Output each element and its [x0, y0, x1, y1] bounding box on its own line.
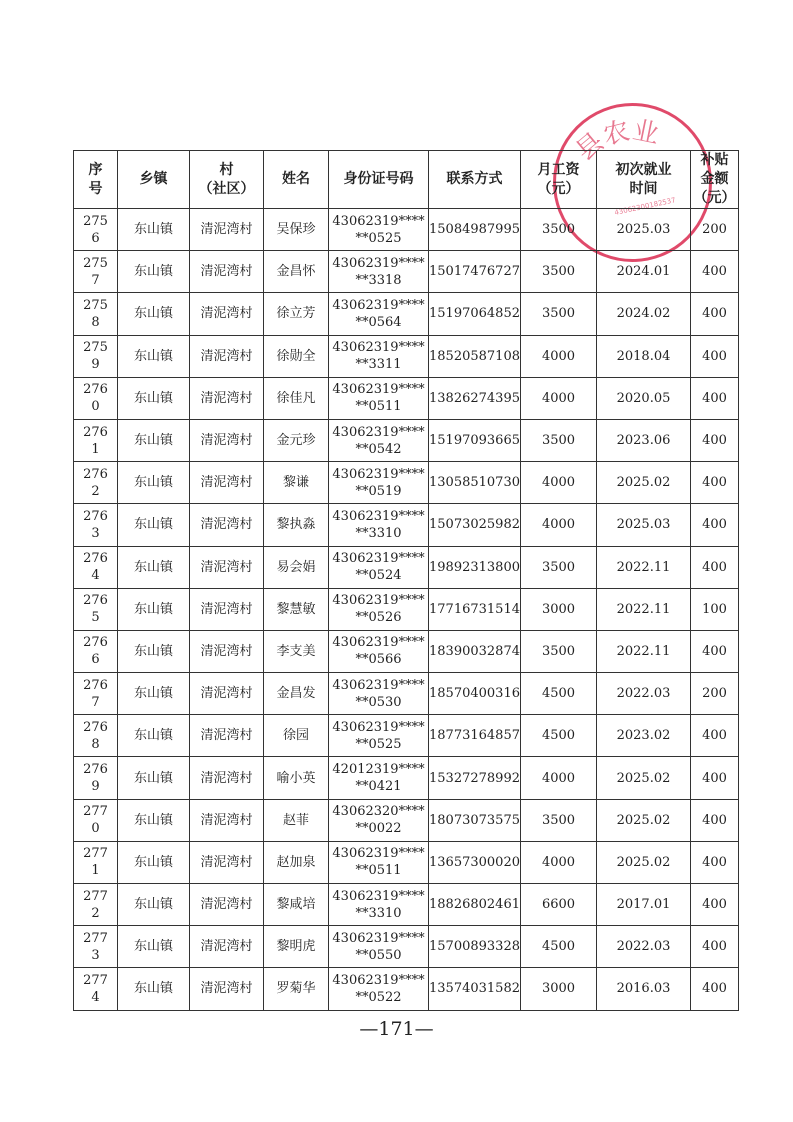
cell-monthly-wage: 3500: [521, 251, 597, 293]
cell-village: 清泥湾村: [190, 715, 264, 757]
cell-name: 金昌怀: [264, 251, 329, 293]
cell-name: 黎明虎: [264, 926, 329, 968]
cell-id-line: **3311: [355, 357, 402, 373]
table-row: [74, 799, 739, 841]
cell-town: 东山镇: [118, 673, 190, 715]
table-row: [74, 462, 739, 504]
cell-id-line: 43062319****: [332, 930, 425, 946]
cell-id-number: [329, 799, 429, 841]
cell-seq: [74, 377, 118, 419]
table-row: [74, 884, 739, 926]
cell-contact: 18570400316: [429, 673, 521, 715]
cell-id-number: [329, 968, 429, 1010]
cell-contact: 15084987995: [429, 209, 521, 251]
header-seq-line: 号: [88, 180, 103, 197]
table-row: [74, 419, 739, 461]
cell-seq-line: 4: [91, 568, 100, 584]
header-monthly-wage-line: （元）: [537, 180, 580, 197]
cell-seq: [74, 588, 118, 630]
cell-id-line: 42012319****: [332, 762, 425, 778]
header-village: [190, 151, 264, 209]
cell-seq-line: 276: [83, 382, 108, 398]
cell-seq: [74, 504, 118, 546]
cell-id-line: 43062319****: [332, 255, 425, 271]
cell-id-line: **0564: [355, 314, 402, 330]
cell-contact: 15073025982: [429, 504, 521, 546]
table-row: [74, 251, 739, 293]
cell-seq: [74, 209, 118, 251]
cell-seq-line: 8: [91, 314, 100, 330]
cell-seq-line: 275: [83, 340, 108, 356]
table-row: [74, 209, 739, 251]
header-town-line: 乡镇: [139, 171, 168, 187]
cell-name: 金昌发: [264, 673, 329, 715]
cell-town: 东山镇: [118, 377, 190, 419]
header-contact: [429, 151, 521, 209]
cell-id-line: 43062319****: [332, 551, 425, 567]
cell-seq-line: 277: [83, 972, 108, 988]
table-row: [74, 546, 739, 588]
cell-id-line: **0542: [355, 441, 402, 457]
header-name-line: 姓名: [282, 171, 310, 187]
cell-name: 金元珍: [264, 419, 329, 461]
cell-village: 清泥湾村: [190, 757, 264, 799]
cell-town: 东山镇: [118, 799, 190, 841]
header-id-number-line: 身份证号码: [343, 171, 414, 187]
cell-name: 徐立芳: [264, 293, 329, 335]
table-row: [74, 841, 739, 883]
cell-village: 清泥湾村: [190, 630, 264, 672]
cell-id-line: 43062319****: [332, 888, 425, 904]
cell-seq-line: 7: [91, 694, 100, 710]
cell-first-employment: 2024.01: [597, 251, 691, 293]
cell-seq-line: 7: [91, 272, 100, 288]
cell-id-line: **0519: [355, 483, 402, 499]
cell-monthly-wage: 3000: [521, 588, 597, 630]
cell-village: 清泥湾村: [190, 673, 264, 715]
cell-seq: [74, 630, 118, 672]
cell-first-employment: 2023.02: [597, 715, 691, 757]
cell-contact: 13058510730: [429, 462, 521, 504]
table-row: [74, 504, 739, 546]
cell-id-line: **0525: [355, 736, 402, 752]
cell-town: 东山镇: [118, 715, 190, 757]
cell-village: 清泥湾村: [190, 251, 264, 293]
cell-first-employment: 2023.06: [597, 419, 691, 461]
cell-seq: [74, 926, 118, 968]
header-town: [118, 151, 190, 209]
cell-id-number: [329, 504, 429, 546]
cell-id-line: **0022: [355, 821, 402, 837]
cell-id-line: **0525: [355, 230, 402, 246]
seal-serial: 43062300182537: [613, 196, 677, 217]
cell-id-line: 43062319****: [332, 508, 425, 524]
cell-subsidy: 400: [691, 293, 739, 335]
cell-seq-line: 276: [83, 508, 108, 524]
cell-monthly-wage: 4500: [521, 926, 597, 968]
cell-id-line: 43062319****: [332, 635, 425, 651]
cell-town: 东山镇: [118, 757, 190, 799]
cell-monthly-wage: 3500: [521, 546, 597, 588]
cell-seq: [74, 462, 118, 504]
cell-name: 徐佳凡: [264, 377, 329, 419]
cell-subsidy: 400: [691, 926, 739, 968]
cell-village: 清泥湾村: [190, 588, 264, 630]
cell-seq-line: 275: [83, 255, 108, 271]
header-village-line: （社区）: [198, 180, 255, 197]
cell-subsidy: 400: [691, 968, 739, 1010]
cell-id-line: 43062319****: [332, 846, 425, 862]
cell-village: 清泥湾村: [190, 335, 264, 377]
cell-subsidy: 400: [691, 630, 739, 672]
cell-subsidy: 400: [691, 419, 739, 461]
cell-monthly-wage: 4000: [521, 757, 597, 799]
cell-name: 喻小英: [264, 757, 329, 799]
cell-id-line: **0421: [355, 779, 402, 795]
cell-seq-line: 3: [91, 947, 100, 963]
cell-seq-line: 9: [91, 357, 100, 373]
cell-name: 罗菊华: [264, 968, 329, 1010]
cell-name: 赵菲: [264, 799, 329, 841]
cell-seq-line: 276: [83, 677, 108, 693]
cell-id-line: 43062319****: [332, 382, 425, 398]
cell-id-line: **0511: [355, 399, 402, 415]
cell-monthly-wage: 3500: [521, 630, 597, 672]
cell-town: 东山镇: [118, 968, 190, 1010]
cell-id-line: 43062319****: [332, 297, 425, 313]
cell-id-line: **0511: [355, 863, 402, 879]
cell-seq: [74, 293, 118, 335]
cell-seq: [74, 673, 118, 715]
cell-seq-line: 276: [83, 424, 108, 440]
cell-seq-line: 2: [91, 905, 100, 921]
cell-monthly-wage: 4000: [521, 841, 597, 883]
cell-name: 徐园: [264, 715, 329, 757]
cell-seq-line: 275: [83, 213, 108, 229]
cell-first-employment: 2025.02: [597, 462, 691, 504]
cell-monthly-wage: 4500: [521, 673, 597, 715]
cell-seq-line: 6: [91, 230, 100, 246]
table-body: [74, 209, 739, 1011]
cell-seq-line: 8: [91, 736, 100, 752]
cell-first-employment: 2022.11: [597, 630, 691, 672]
cell-id-number: [329, 251, 429, 293]
cell-contact: 18390032874: [429, 630, 521, 672]
cell-name: 易会娟: [264, 546, 329, 588]
cell-id-number: [329, 841, 429, 883]
cell-id-line: 43062319****: [332, 972, 425, 988]
cell-village: 清泥湾村: [190, 841, 264, 883]
cell-id-number: [329, 335, 429, 377]
table-row: [74, 293, 739, 335]
header-subsidy-line: （元）: [693, 190, 736, 206]
cell-subsidy: 400: [691, 251, 739, 293]
table-row: [74, 673, 739, 715]
cell-name: 黎慧敏: [264, 588, 329, 630]
cell-seq-line: 276: [83, 593, 108, 609]
table-row: [74, 757, 739, 799]
cell-id-number: [329, 630, 429, 672]
cell-town: 东山镇: [118, 546, 190, 588]
cell-subsidy: 400: [691, 884, 739, 926]
cell-seq-line: 277: [83, 804, 108, 820]
cell-id-number: [329, 293, 429, 335]
cell-subsidy: 400: [691, 335, 739, 377]
table-row: [74, 926, 739, 968]
cell-village: 清泥湾村: [190, 293, 264, 335]
cell-seq-line: 5: [91, 610, 100, 626]
cell-contact: 18773164857: [429, 715, 521, 757]
cell-contact: 15197064852: [429, 293, 521, 335]
cell-contact: 13657300020: [429, 841, 521, 883]
cell-seq: [74, 799, 118, 841]
cell-seq-line: 277: [83, 930, 108, 946]
cell-seq: [74, 884, 118, 926]
cell-subsidy: 400: [691, 462, 739, 504]
cell-contact: 13574031582: [429, 968, 521, 1010]
cell-village: 清泥湾村: [190, 926, 264, 968]
cell-town: 东山镇: [118, 630, 190, 672]
cell-town: 东山镇: [118, 841, 190, 883]
cell-first-employment: 2025.03: [597, 209, 691, 251]
cell-contact: 15017476727: [429, 251, 521, 293]
page-number: —171—: [359, 1018, 434, 1040]
cell-id-number: [329, 588, 429, 630]
cell-seq: [74, 841, 118, 883]
cell-monthly-wage: 4000: [521, 335, 597, 377]
cell-monthly-wage: 3500: [521, 419, 597, 461]
cell-monthly-wage: 3000: [521, 968, 597, 1010]
cell-first-employment: 2025.03: [597, 504, 691, 546]
cell-first-employment: 2025.02: [597, 841, 691, 883]
cell-first-employment: 2020.05: [597, 377, 691, 419]
cell-seq-line: 9: [91, 779, 100, 795]
header-id-number: [329, 151, 429, 209]
cell-monthly-wage: 3500: [521, 209, 597, 251]
cell-subsidy: 200: [691, 673, 739, 715]
cell-seq-line: 0: [91, 821, 100, 837]
header-monthly-wage-line: 月工资: [537, 161, 580, 178]
header-subsidy-line: 金额: [700, 171, 729, 187]
cell-contact: 15700893328: [429, 926, 521, 968]
cell-first-employment: 2024.02: [597, 293, 691, 335]
cell-first-employment: 2025.02: [597, 757, 691, 799]
cell-village: 清泥湾村: [190, 209, 264, 251]
cell-subsidy: 400: [691, 504, 739, 546]
cell-first-employment: 2022.03: [597, 673, 691, 715]
cell-id-line: **0530: [355, 694, 402, 710]
cell-id-line: **3310: [355, 905, 402, 921]
cell-contact: 18073073575: [429, 799, 521, 841]
header-village-line: 村: [219, 161, 234, 178]
cell-id-line: **0524: [355, 568, 402, 584]
cell-seq: [74, 419, 118, 461]
cell-monthly-wage: 4000: [521, 377, 597, 419]
cell-first-employment: 2022.03: [597, 926, 691, 968]
header-contact-line: 联系方式: [446, 171, 503, 187]
roster-sheet: [73, 150, 738, 1011]
cell-contact: 18826802461: [429, 884, 521, 926]
cell-subsidy: 400: [691, 377, 739, 419]
cell-id-line: 43062319****: [332, 340, 425, 356]
cell-seq-line: 0: [91, 399, 100, 415]
cell-subsidy: 400: [691, 757, 739, 799]
cell-monthly-wage: 3500: [521, 799, 597, 841]
cell-monthly-wage: 4000: [521, 504, 597, 546]
cell-id-line: **3310: [355, 525, 402, 541]
cell-contact: 19892313800: [429, 546, 521, 588]
cell-id-line: 43062319****: [332, 677, 425, 693]
cell-seq-line: 2: [91, 483, 100, 499]
cell-id-number: [329, 209, 429, 251]
cell-id-line: **0526: [355, 610, 402, 626]
cell-id-number: [329, 926, 429, 968]
cell-id-line: 43062319****: [332, 213, 425, 229]
cell-name: 黎谦: [264, 462, 329, 504]
header-monthly-wage: [521, 151, 597, 209]
cell-id-number: [329, 462, 429, 504]
cell-seq: [74, 546, 118, 588]
table-row: [74, 588, 739, 630]
cell-first-employment: 2017.01: [597, 884, 691, 926]
cell-seq-line: 277: [83, 846, 108, 862]
cell-village: 清泥湾村: [190, 799, 264, 841]
cell-first-employment: 2022.11: [597, 546, 691, 588]
header-first-employment-line: 初次就业: [615, 161, 672, 178]
cell-town: 东山镇: [118, 293, 190, 335]
cell-id-number: [329, 884, 429, 926]
cell-id-line: **0550: [355, 947, 402, 963]
cell-contact: 18520587108: [429, 335, 521, 377]
header-seq: [74, 151, 118, 209]
cell-town: 东山镇: [118, 926, 190, 968]
cell-first-employment: 2018.04: [597, 335, 691, 377]
header-first-employment: [597, 151, 691, 209]
cell-subsidy: 400: [691, 715, 739, 757]
cell-seq: [74, 715, 118, 757]
cell-village: 清泥湾村: [190, 504, 264, 546]
table-row: [74, 630, 739, 672]
header-name: [264, 151, 329, 209]
cell-id-line: **0522: [355, 989, 402, 1005]
table-row: [74, 715, 739, 757]
cell-village: 清泥湾村: [190, 546, 264, 588]
cell-id-number: [329, 377, 429, 419]
cell-seq-line: 1: [91, 441, 100, 457]
cell-contact: 15197093665: [429, 419, 521, 461]
cell-first-employment: 2016.03: [597, 968, 691, 1010]
cell-seq-line: 6: [91, 652, 100, 668]
cell-seq-line: 1: [91, 863, 100, 879]
cell-seq-line: 4: [91, 989, 100, 1005]
cell-name: 黎执淼: [264, 504, 329, 546]
cell-id-line: 43062319****: [332, 719, 425, 735]
cell-id-line: 43062319****: [332, 593, 425, 609]
table-row: [74, 377, 739, 419]
cell-contact: 13826274395: [429, 377, 521, 419]
cell-seq: [74, 968, 118, 1010]
cell-seq-line: 276: [83, 551, 108, 567]
cell-subsidy: 400: [691, 799, 739, 841]
cell-contact: 17716731514: [429, 588, 521, 630]
cell-town: 东山镇: [118, 251, 190, 293]
cell-town: 东山镇: [118, 462, 190, 504]
cell-id-line: **0566: [355, 652, 402, 668]
cell-name: 赵加泉: [264, 841, 329, 883]
cell-seq-line: 276: [83, 762, 108, 778]
cell-first-employment: 2022.11: [597, 588, 691, 630]
cell-seq-line: 277: [83, 888, 108, 904]
cell-seq: [74, 757, 118, 799]
header-subsidy-line: 补贴: [700, 152, 729, 168]
cell-id-line: 43062319****: [332, 466, 425, 482]
cell-village: 清泥湾村: [190, 884, 264, 926]
cell-name: 徐勋全: [264, 335, 329, 377]
cell-id-number: [329, 715, 429, 757]
cell-id-number: [329, 419, 429, 461]
seal-text: 县农业: [570, 115, 662, 167]
cell-name: 李支美: [264, 630, 329, 672]
table-row: [74, 335, 739, 377]
cell-subsidy: 400: [691, 546, 739, 588]
cell-monthly-wage: 4000: [521, 462, 597, 504]
cell-id-number: [329, 757, 429, 799]
cell-town: 东山镇: [118, 209, 190, 251]
cell-subsidy: 200: [691, 209, 739, 251]
cell-seq: [74, 251, 118, 293]
cell-monthly-wage: 3500: [521, 293, 597, 335]
cell-seq-line: 3: [91, 525, 100, 541]
cell-village: 清泥湾村: [190, 377, 264, 419]
cell-id-line: **3318: [355, 272, 402, 288]
cell-contact: 15327278992: [429, 757, 521, 799]
cell-id-line: 43062320****: [332, 804, 425, 820]
cell-id-number: [329, 546, 429, 588]
cell-name: 吴保珍: [264, 209, 329, 251]
cell-village: 清泥湾村: [190, 462, 264, 504]
cell-monthly-wage: 4500: [521, 715, 597, 757]
cell-id-line: 43062319****: [332, 424, 425, 440]
cell-name: 黎咸培: [264, 884, 329, 926]
cell-town: 东山镇: [118, 588, 190, 630]
header-subsidy: [691, 151, 739, 209]
cell-subsidy: 100: [691, 588, 739, 630]
header-first-employment-line: 时间: [629, 180, 658, 197]
cell-first-employment: 2025.02: [597, 799, 691, 841]
cell-subsidy: 400: [691, 841, 739, 883]
table-row: [74, 968, 739, 1010]
cell-id-number: [329, 673, 429, 715]
cell-town: 东山镇: [118, 884, 190, 926]
employment-subsidy-table: [73, 150, 739, 1011]
cell-village: 清泥湾村: [190, 419, 264, 461]
cell-seq-line: 276: [83, 466, 108, 482]
cell-monthly-wage: 6600: [521, 884, 597, 926]
cell-town: 东山镇: [118, 335, 190, 377]
table-header-row: [74, 151, 739, 209]
cell-village: 清泥湾村: [190, 968, 264, 1010]
cell-town: 东山镇: [118, 419, 190, 461]
cell-seq-line: 276: [83, 719, 108, 735]
cell-seq: [74, 335, 118, 377]
header-seq-line: 序: [88, 161, 103, 178]
cell-seq-line: 275: [83, 297, 108, 313]
cell-seq-line: 276: [83, 635, 108, 651]
cell-town: 东山镇: [118, 504, 190, 546]
